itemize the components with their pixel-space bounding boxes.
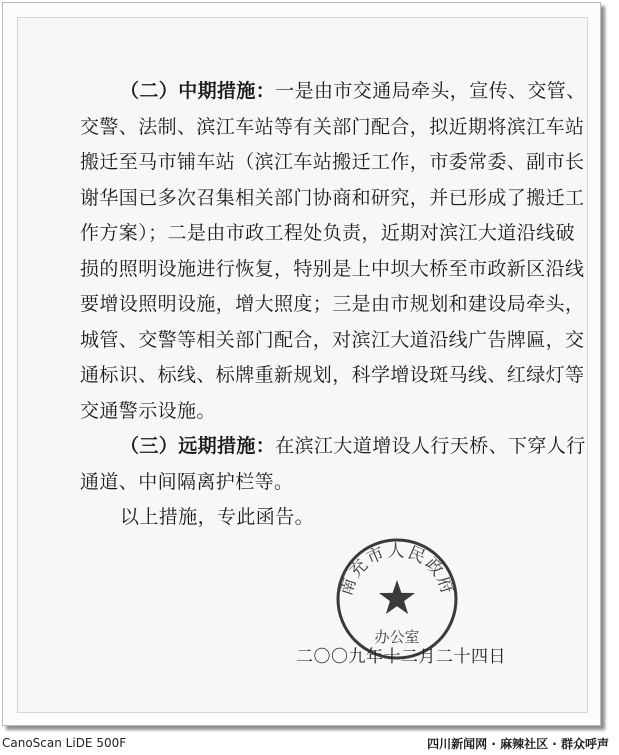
line-text: 通道、中间隔离护栏等。 xyxy=(80,470,294,493)
document-line xyxy=(80,145,585,181)
document-line xyxy=(80,252,585,288)
line-text: 要增设照明设施，增大照度；三是由市规划和建设局牵头， xyxy=(80,293,585,315)
line-text: 搬迁至马市铺车站（滨江车站搬迁工作，市委常委、副市长 xyxy=(80,151,585,173)
line-text: 一是由市交通局牵头，宣传、交管、 xyxy=(275,80,586,102)
line-text: 损的照明设施进行恢复，特别是上中坝大桥至市政新区沿线 xyxy=(80,257,585,280)
document-line xyxy=(80,216,575,252)
document-line xyxy=(80,110,585,146)
document-body xyxy=(80,74,586,536)
seal-text: 南充市人民政府 xyxy=(336,541,458,599)
document-line xyxy=(80,181,585,217)
document-date: 二〇〇九年十二月二十四日 xyxy=(296,647,506,667)
line-text: 交警、法制、滨江车站等有关部门配合，拟近期将滨江车站 xyxy=(80,115,585,138)
line-text: 以上措施，专此函告。 xyxy=(120,506,315,528)
line-text: 交通警示设施。 xyxy=(80,399,216,422)
document-line xyxy=(80,429,586,465)
section-heading: （三）远期措施： xyxy=(120,435,276,457)
document-line xyxy=(80,323,585,359)
document-line xyxy=(80,465,558,501)
document-line xyxy=(80,500,558,536)
source-caption: 四川新闻网 · 麻辣社区 · 群众呼声 xyxy=(427,737,609,751)
document-line xyxy=(80,394,558,430)
document-line xyxy=(80,287,585,323)
document-line xyxy=(80,358,585,394)
seal-subtext: 办公室 xyxy=(374,628,420,646)
line-text: 作方案）；二是由市政工程处负责，近期对滨江大道沿线破 xyxy=(80,222,575,244)
line-text: 通标识、标线、标牌重新规划，科学增设斑马线、红绿灯等 xyxy=(80,364,585,386)
section-heading: （二）中期措施： xyxy=(120,80,276,102)
line-text: 城管、交警等相关部门配合，对滨江大道沿线广告牌匾，交 xyxy=(80,328,585,351)
document-line xyxy=(80,74,586,110)
line-text: 谢华国已多次召集相关部门协商和研究，并已形成了搬迁工 xyxy=(80,186,585,209)
seal-star-icon xyxy=(379,580,415,614)
scanner-label: CanoScan LiDE 500F xyxy=(2,736,127,750)
line-text: 在滨江大道增设人行天桥、下穿人行 xyxy=(275,435,586,457)
